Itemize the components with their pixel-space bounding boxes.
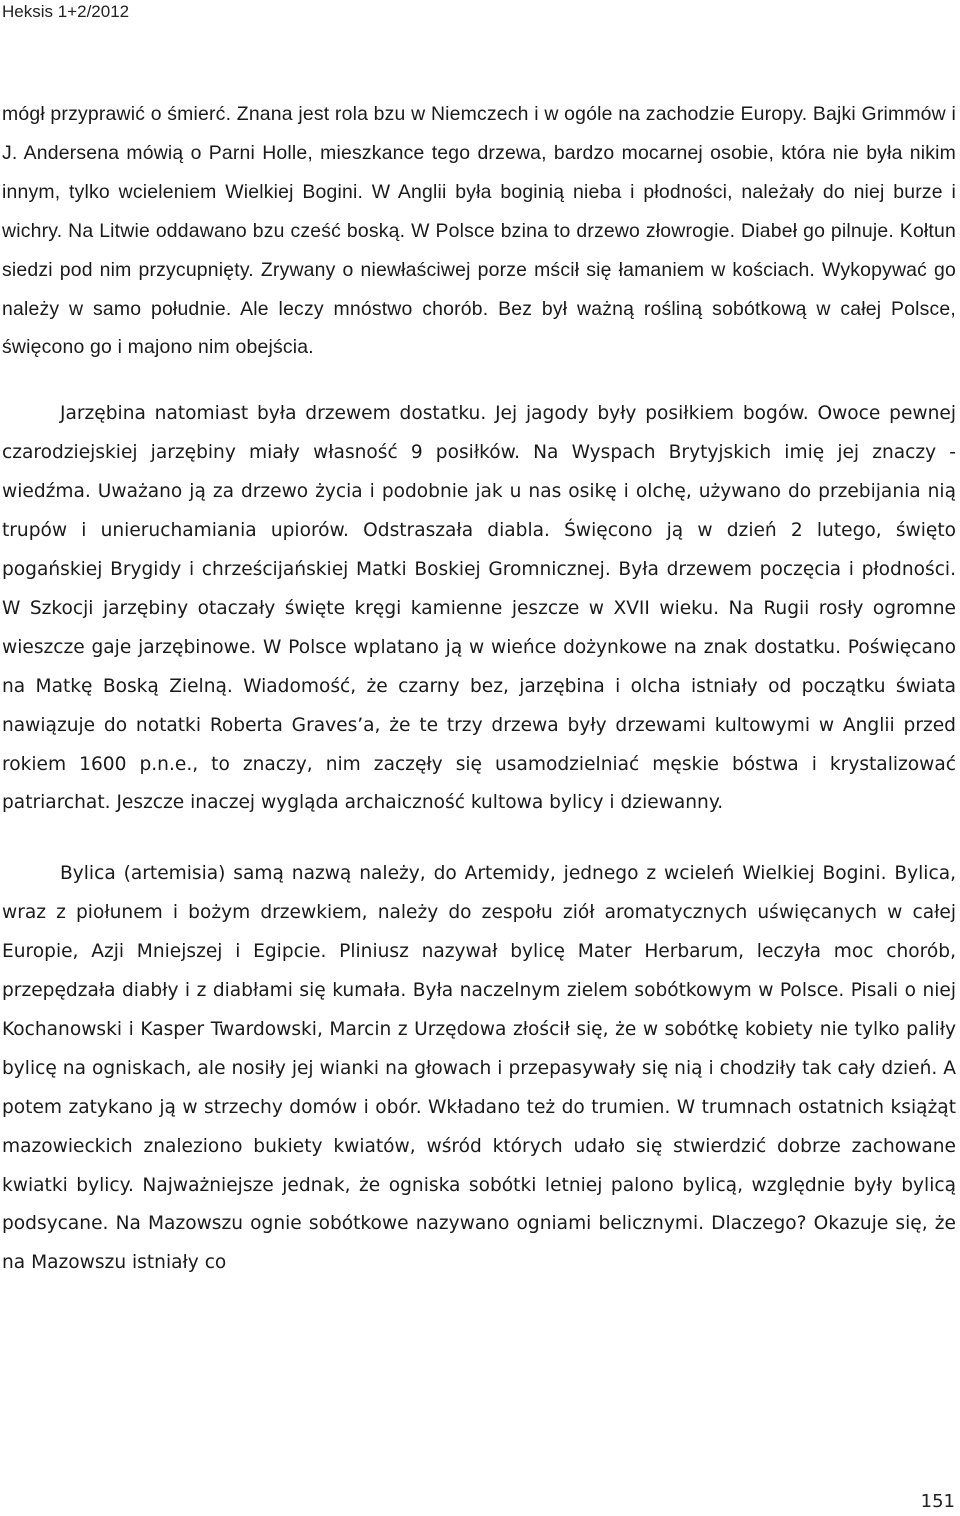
paragraph-elder: mógł przyprawić o śmierć. Znana jest rola bzu w Niemczech i w ogóle na zachodzie Europy. Bajki Grimmów i J. Andersena mówią o Parni Holle, mieszkance tego drzewa, bardzo mocarnej osobie, która nie była nikim innym, tylko wcieleniem Wielkiej Bogini. W Anglii była boginią nieba i płodności, należały do niej burze i wichry. Na Litwie oddawano bzu cześć boską. W Polsce bzina to drzewo złowrogie. Diabeł go pilnuje. Kołtun siedzi pod nim przycupnięty. Zrywany o niewłaściwej porze mścił się łamaniem w kościach. Wykopywać go należy w samo południe. Ale leczy mnóstwo chorób. Bez był ważną rośliną sobótkową w całej Polsce, święcono go i majono nim obejścia. [2,103,956,359]
paragraph-gap [2,823,956,855]
page-number: 151 [920,1491,955,1512]
paragraph-gap [2,367,956,395]
article-body [2,95,956,1283]
paragraph-mugwort: Bylica (artemisia) samą nazwą należy, do Artemidy, jednego z wcieleń Wielkiej Bogini. Bylica, wraz z piołunem i bożym drzewkiem, należy do zespołu ziół aromatycznych uświęcanych w całej Europie, Azji Mniejszej i Egipcie. Pliniusz nazywał bylicę Mater Herbarum, leczyła moc chorób, przepędzała diabły i z diabłami się kumała. Była naczelnym zielem sobótkowym w Polsce. Pisali o niej Kochanowski i Kasper Twardowski, Marcin z Urzędowa złościł się, że w sobótkę kobiety nie tylko paliły bylicę na ogniskach, ale nosiły jej wianki na głowach i przepasywały się nią i chodziły tak cały dzień. A potem zatykano ją w strzechy domów i obór. Wkładano też do trumien. W trumnach ostatnich książąt mazowieckich znaleziono bukiety kwiatów, wśród których udało się stwierdzić dobrze zachowane kwiatki bylicy. Najważniejsze jednak, że ogniska sobótki letniej palono bylicą, względnie były bylicą podsycane. Na Mazowszu ognie sobótkowe nazywano ogniami belicznymi. Dlaczego? Okazuje się, że na Mazowszu istniały co [2,863,956,1274]
paragraph-rowan: Jarzębina natomiast była drzewem dostatku. Jej jagody były posiłkiem bogów. Owoce pewnej czarodziejskiej jarzębiny miały własność 9 posiłków. Na Wyspach Brytyjskich imię jej znaczy - wiedźma. Uważano ją za drzewo życia i podobnie jak u nas osikę i olchę, używano do przebijania nią trupów i unieruchamiania upiorów. Odstraszała diabla. Święcono ją w dzień 2 lutego, święto pogańskiej Brygidy i chrześcijańskiej Matki Boskiej Gromnicznej. Była drzewem poczęcia i płodności. W Szkocji jarzębiny otaczały święte kręgi kamienne jeszcze w XVII wieku. Na Rugii rosły ogromne wieszcze gaje jarzębinowe. W Polsce wplatano ją w wieńce dożynkowe na znak dostatku. Poświęcano na Matkę Boską Zielną. Wiadomość, że czarny bez, jarzębina i olcha istniały od początku świata nawiązuje do notatki Roberta Graves’a, że te trzy drzewa były drzewami kultowymi w Anglii przed rokiem 1600 p.n.e., to znaczy, nim zaczęły się usamodzielniać męskie bóstwa i krystalizować patriarchat. Jeszcze inaczej wygląda archaiczność kultowa bylicy i dziewanny. [2,403,956,814]
running-header: Heksis 1+2/2012 [2,2,130,21]
